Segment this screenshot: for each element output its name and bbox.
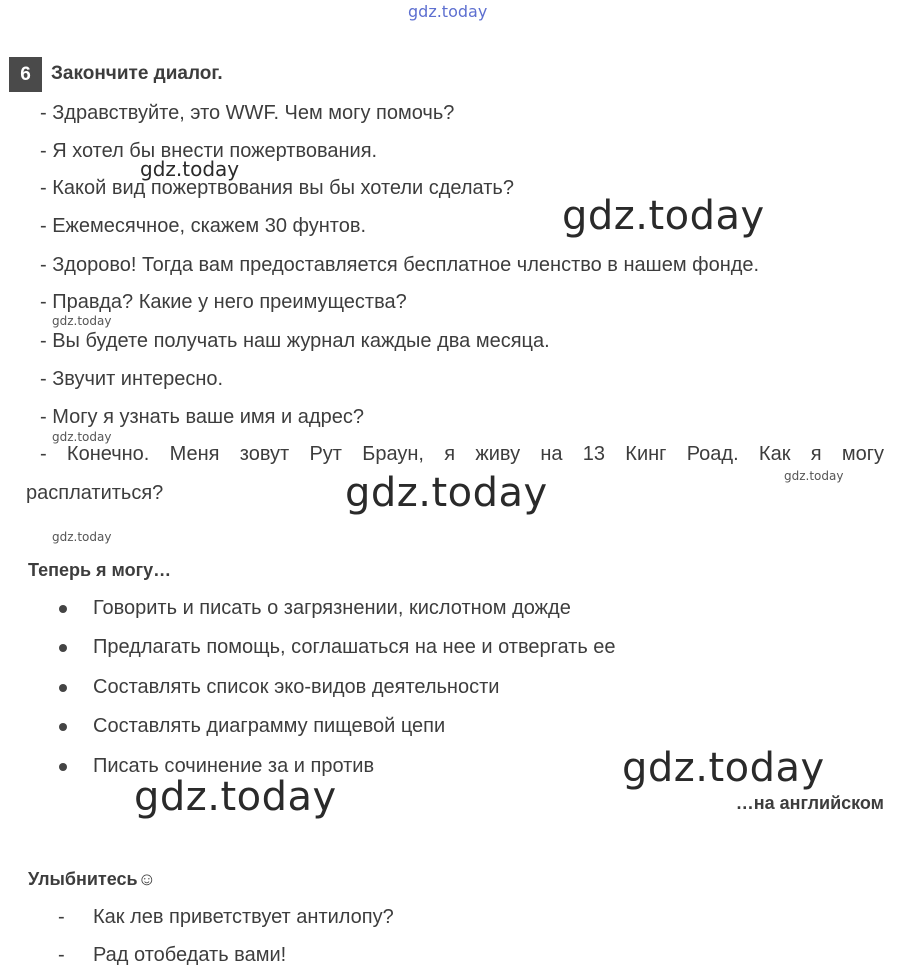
- dialog-line-continued: расплатиться?: [26, 482, 164, 504]
- watermark: gdz.today: [134, 774, 337, 820]
- smile-title: Улыбнитесь☺: [28, 869, 156, 889]
- skill-item: Говорить и писать о загрязнении, кислотном дожде: [93, 597, 571, 619]
- dialog-line: - Здравствуйте, это WWF. Чем могу помочь?: [40, 102, 455, 124]
- now-i-can-title: Теперь я могу…: [28, 560, 172, 580]
- dialog-line: - Правда? Какие у него преимущества?: [40, 291, 407, 313]
- skill-item: Писать сочинение за и против: [93, 755, 375, 777]
- bullet-icon: [59, 605, 67, 613]
- dialog-line: - Вы будете получать наш журнал каждые два месяца.: [40, 330, 550, 352]
- exercise-title: Закончите диалог.: [51, 63, 223, 84]
- bullet-icon: [59, 763, 67, 771]
- dialog-line: - Какой вид пожертвования вы бы хотели сделать?: [40, 177, 514, 199]
- watermark: gdz.today: [562, 193, 765, 239]
- joke-line: Рад отобедать вами!: [93, 944, 287, 966]
- dialog-line: - Я хотел бы внести пожертвования.: [40, 140, 378, 162]
- joke-line: Как лев приветствует антилопу?: [93, 906, 394, 928]
- watermark: gdz.today: [345, 470, 548, 516]
- exercise-number-badge: 6: [9, 57, 42, 92]
- bullet-icon: [59, 644, 67, 652]
- watermark: gdz.today: [140, 157, 240, 181]
- watermark: gdz.today: [784, 469, 844, 483]
- dialog-line: - Звучит интересно.: [40, 368, 224, 390]
- watermark: gdz.today: [52, 314, 112, 328]
- skill-item: Составлять список эко-видов деятельности: [93, 676, 500, 698]
- skill-item: Составлять диаграмму пищевой цепи: [93, 715, 446, 737]
- dialog-line: - Ежемесячное, скажем 30 фунтов.: [40, 215, 367, 237]
- skill-item: Предлагать помощь, соглашаться на нее и отвергать ее: [93, 636, 616, 658]
- watermark: gdz.today: [52, 430, 112, 444]
- watermark: gdz.today: [622, 745, 825, 791]
- watermark: gdz.today: [52, 530, 112, 544]
- dash-marker: -: [58, 906, 65, 928]
- dialog-line-long: - Конечно. Меня зовут Рут Браун, я живу на 13 Кинг Роад. Как я могу: [40, 443, 884, 465]
- watermark-top: gdz.today: [408, 2, 488, 21]
- bullet-icon: [59, 684, 67, 692]
- dialog-line: - Здорово! Тогда вам предоставляется бесплатное членство в нашем фонде.: [40, 254, 760, 276]
- dash-marker: -: [58, 944, 65, 966]
- bullet-icon: [59, 723, 67, 731]
- dialog-line: - Могу я узнать ваше имя и адрес?: [40, 406, 364, 428]
- in-english-note: …на английском: [735, 793, 884, 813]
